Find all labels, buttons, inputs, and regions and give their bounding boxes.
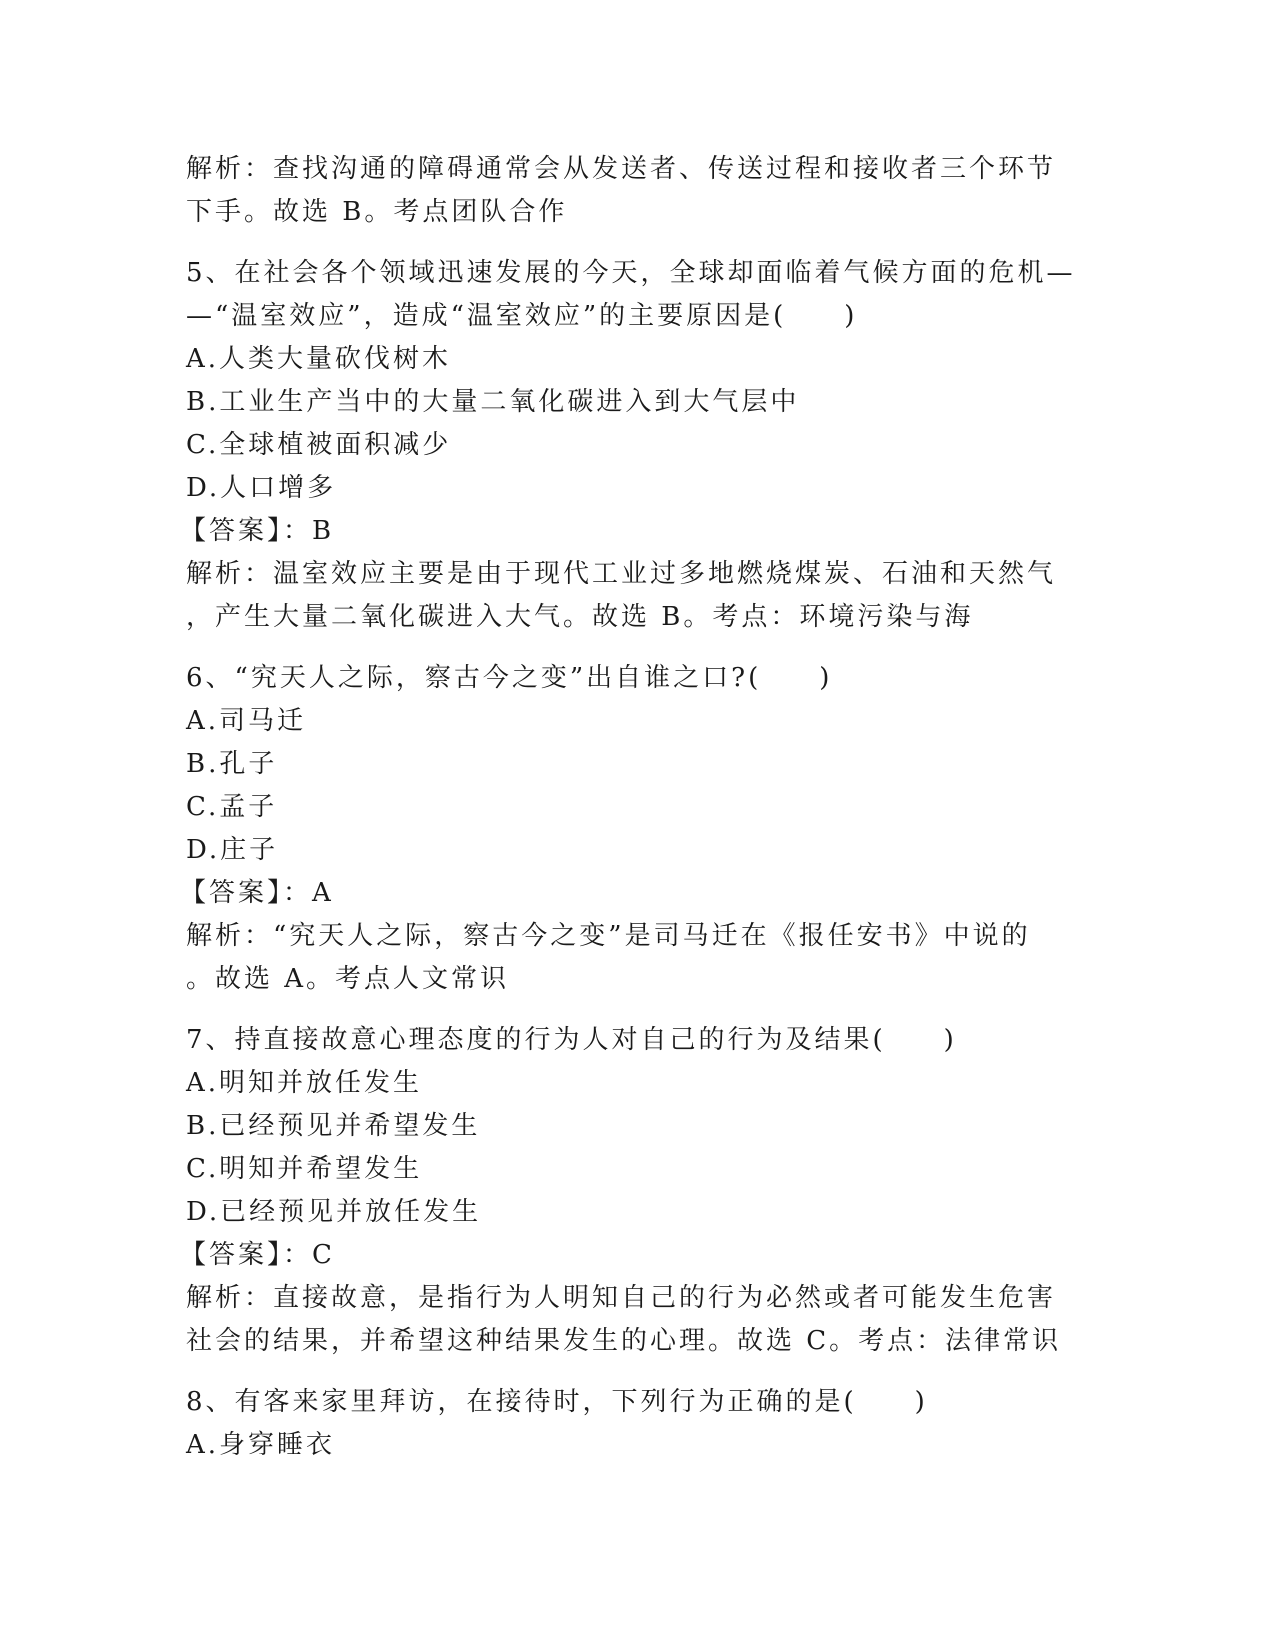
prev-explanation <box>186 148 1086 234</box>
option-a: A.明知并放任发生 <box>186 1068 423 1098</box>
document-page <box>180 148 1086 1467</box>
explanation-line: 。故选 A。考点人文常识 <box>186 964 510 994</box>
answer-label: 【答案】：B <box>180 516 335 546</box>
option-a: A.人类大量砍伐树木 <box>186 344 452 374</box>
question-5 <box>180 252 1086 639</box>
option-c: C.明知并希望发生 <box>186 1154 423 1184</box>
option-c: C.孟子 <box>186 792 278 822</box>
option-b: B.工业生产当中的大量二氧化碳进入到大气层中 <box>186 387 800 417</box>
question-stem: 8、有客来家里拜访，在接待时，下列行为正确的是( ) <box>186 1387 928 1417</box>
option-b: B.已经预见并希望发生 <box>186 1111 481 1141</box>
answer-label: 【答案】：A <box>180 878 334 908</box>
explanation-line: ，产生大量二氧化碳进入大气。故选 B。考点：环境污染与海 <box>186 602 974 632</box>
explanation-line: 解析：温室效应主要是由于现代工业过多地燃烧煤炭、石油和天然气 <box>186 559 1057 589</box>
question-stem: —“温室效应”，造成“温室效应”的主要原因是( ) <box>186 301 858 331</box>
explanation-line: 社会的结果，并希望这种结果发生的心理。故选 C。考点：法律常识 <box>186 1326 1062 1356</box>
option-a: A.司马迁 <box>186 706 307 736</box>
explanation-line: 下手。故选 B。考点团队合作 <box>186 197 568 227</box>
explanation-line: 解析：直接故意，是指行为人明知自己的行为必然或者可能发生危害 <box>186 1283 1057 1313</box>
question-6 <box>180 657 1086 1001</box>
question-stem: 6、“究天人之际，察古今之变”出自谁之口?( ) <box>186 663 833 693</box>
option-d: D.庄子 <box>186 835 279 865</box>
question-stem: 5、在社会各个领域迅速发展的今天，全球却面临着气候方面的危机— <box>186 258 1076 288</box>
option-c: C.全球植被面积减少 <box>186 430 452 460</box>
question-7 <box>180 1019 1086 1363</box>
answer-label: 【答案】：C <box>180 1240 335 1270</box>
option-d: D.人口增多 <box>186 473 337 503</box>
option-b: B.孔子 <box>186 749 278 779</box>
option-d: D.已经预见并放任发生 <box>186 1197 482 1227</box>
explanation-line: 解析：查找沟通的障碍通常会从发送者、传送过程和接收者三个环节 <box>186 154 1057 184</box>
question-stem: 7、持直接故意心理态度的行为人对自己的行为及结果( ) <box>186 1025 957 1055</box>
option-a: A.身穿睡衣 <box>186 1430 336 1460</box>
explanation-line: 解析：“究天人之际，察古今之变”是司马迁在《报任安书》中说的 <box>186 921 1031 951</box>
question-8 <box>186 1381 1086 1467</box>
